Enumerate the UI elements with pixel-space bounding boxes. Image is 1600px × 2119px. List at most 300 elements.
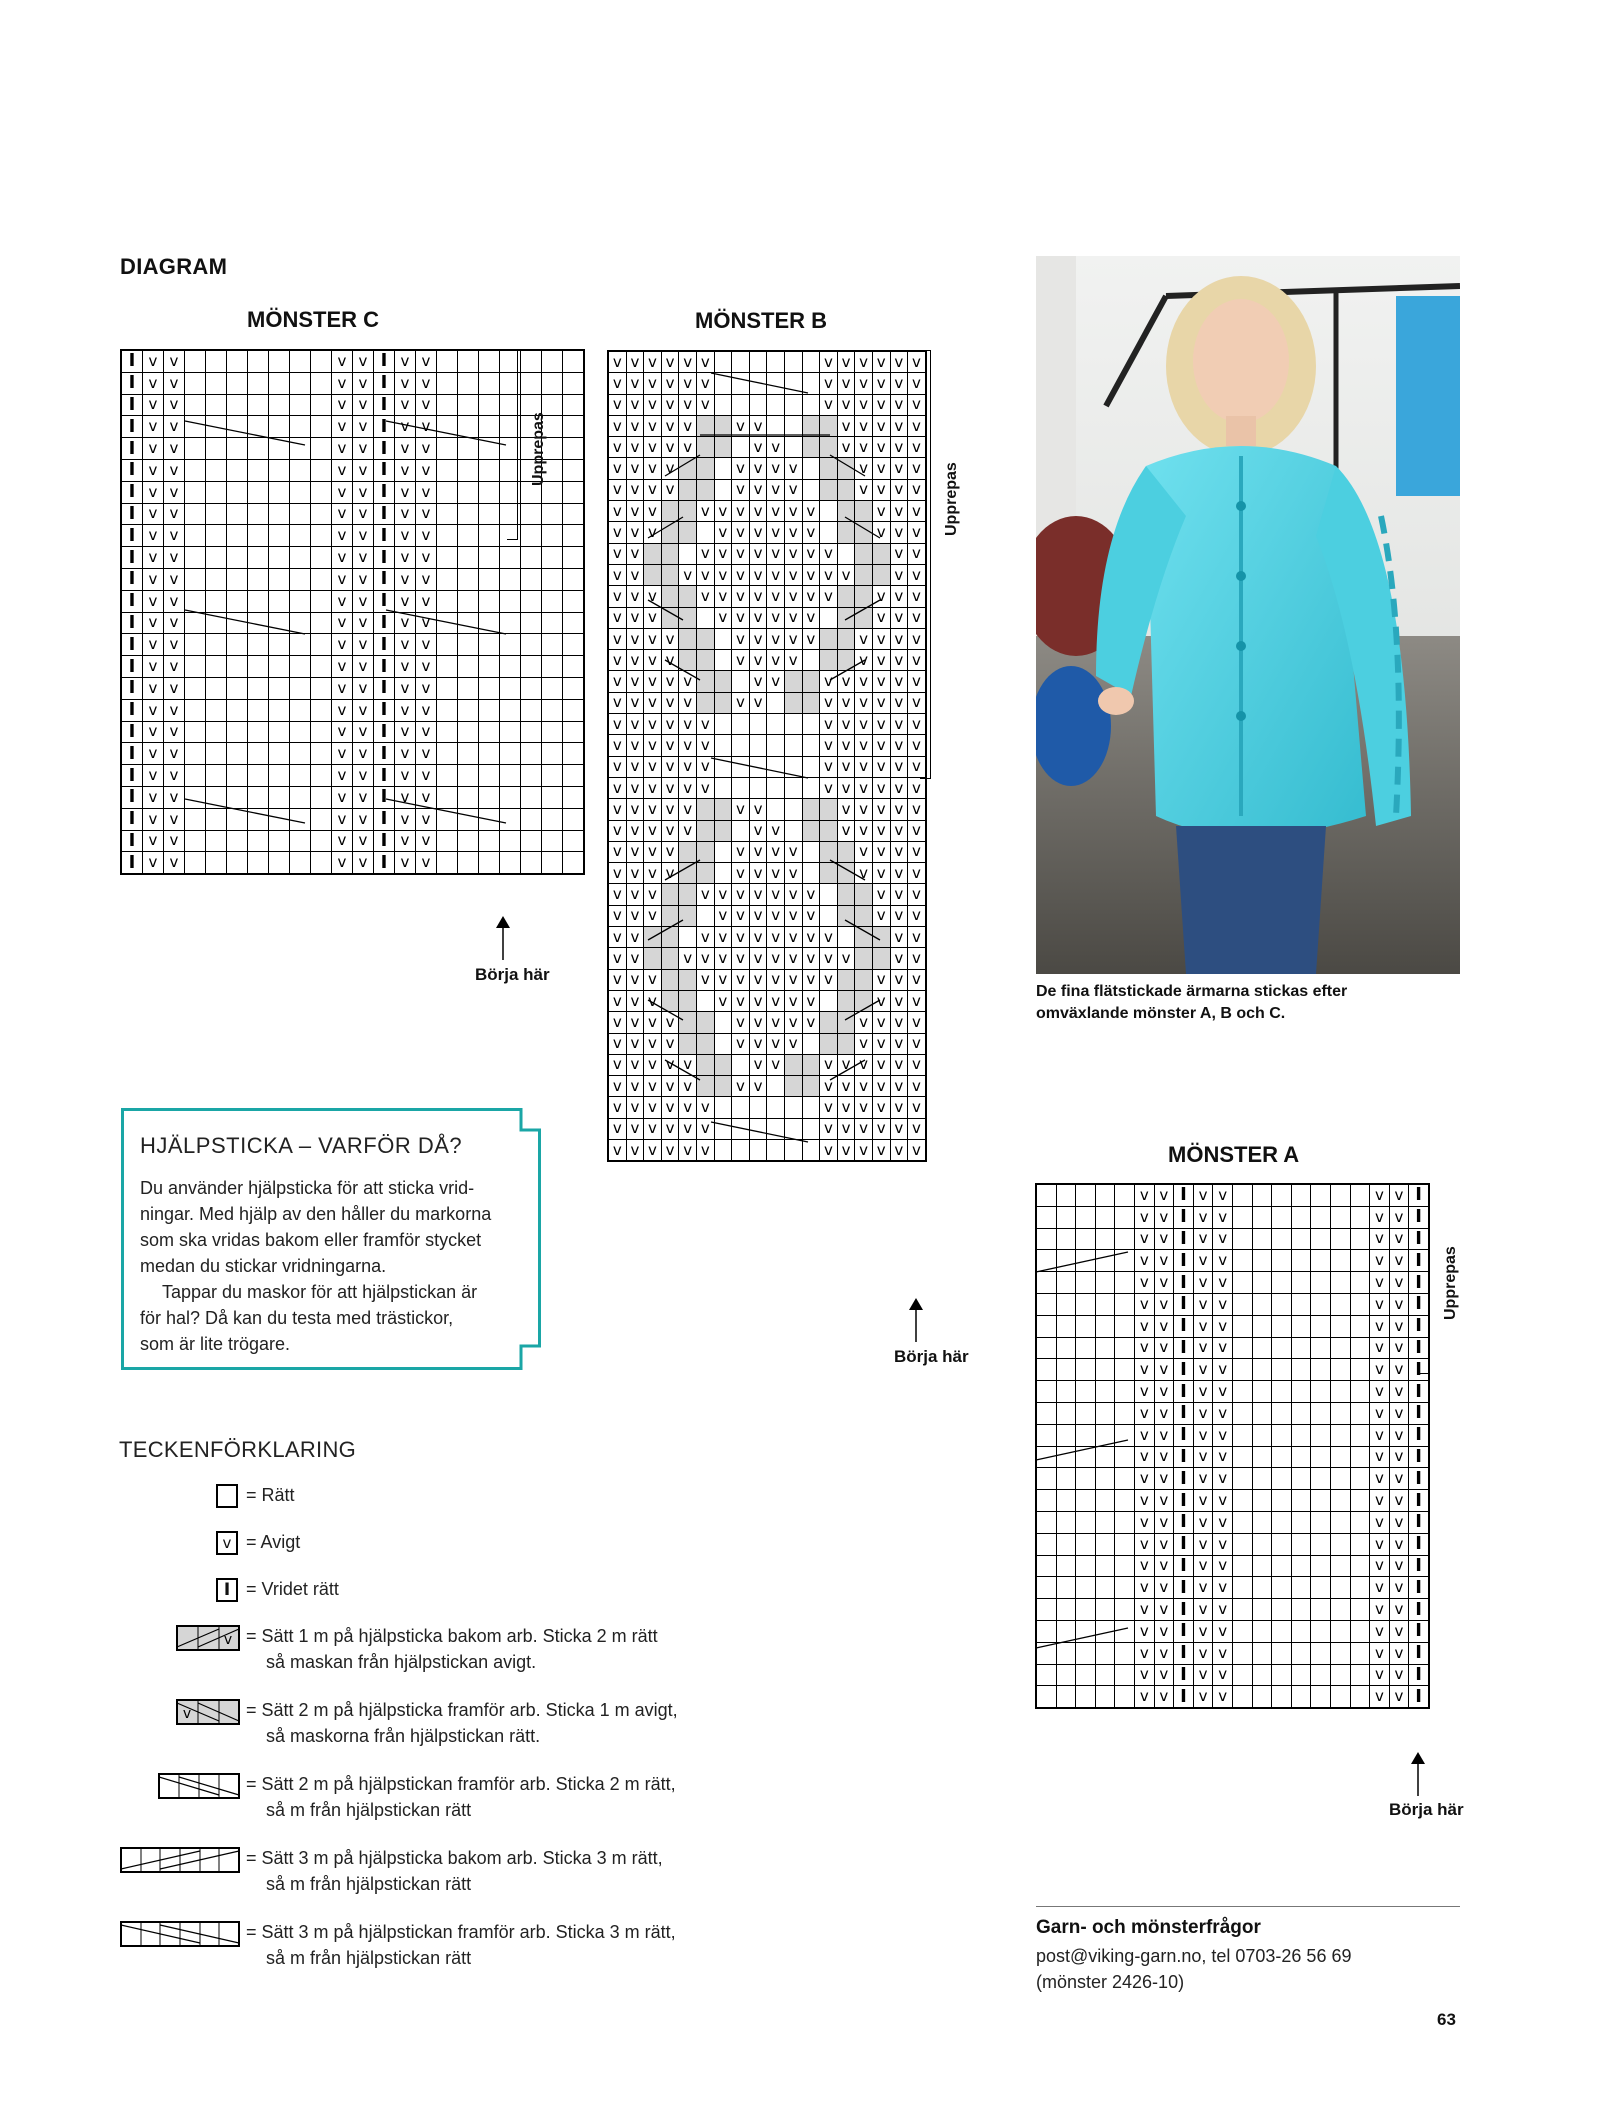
knit-stitch: [458, 591, 478, 612]
purl-stitch: v: [395, 547, 415, 568]
knit-stitch: [479, 809, 499, 830]
twisted-knit-stitch: I: [122, 678, 142, 699]
purl-stitch: v: [873, 480, 890, 500]
knit-stitch: [750, 395, 767, 415]
knit-stitch: [1037, 1534, 1056, 1555]
knit-stitch: [248, 416, 268, 437]
twisted-knit-stitch: I: [122, 787, 142, 808]
knit-stitch: [803, 480, 820, 500]
knit-stitch: [185, 765, 205, 786]
purl-stitch: v: [353, 504, 373, 525]
purl-stitch: v: [785, 480, 802, 500]
knit-stitch: [1037, 1643, 1056, 1664]
legend-text: = Sätt 2 m på hjälpsticka framför arb. Sticka 1 m avigt,: [246, 1700, 678, 1720]
knit-stitch: [1076, 1556, 1095, 1577]
purl-stitch: v: [1155, 1577, 1174, 1598]
knit-stitch: [479, 504, 499, 525]
knit-stitch: [1272, 1577, 1291, 1598]
purl-stitch: v: [395, 591, 415, 612]
twisted-knit-stitch: I: [1174, 1447, 1193, 1468]
purl-stitch: v: [164, 678, 184, 699]
info-line: Du använder hjälpsticka för att sticka vrid-: [140, 1178, 475, 1198]
knit-stitch: [1233, 1534, 1252, 1555]
purl-stitch: v: [1155, 1229, 1174, 1250]
purl-stitch: v: [332, 722, 352, 743]
info-line: medan du stickar vridningarna.: [140, 1256, 387, 1276]
purl-stitch: v: [1390, 1338, 1409, 1359]
purl-stitch: v: [1370, 1599, 1389, 1620]
knit-stitch: [206, 722, 226, 743]
knit-stitch: [1292, 1447, 1311, 1468]
purl-stitch: v: [873, 629, 890, 649]
knit-stitch: [458, 700, 478, 721]
knit-stitch: [715, 735, 732, 755]
knit-stitch: [479, 351, 499, 372]
monster-b-title: MÖNSTER B: [695, 308, 827, 333]
knit-stitch: [206, 482, 226, 503]
purl-stitch: v: [416, 351, 436, 372]
purl-stitch: v: [1370, 1381, 1389, 1402]
knit-stitch: [269, 504, 289, 525]
purl-stitch: v: [332, 678, 352, 699]
purl-stitch: v: [820, 1140, 837, 1160]
purl-stitch: v: [644, 1119, 661, 1139]
purl-stitch: v: [609, 991, 626, 1011]
knit-stitch: [1233, 1425, 1252, 1446]
purl-stitch: v: [679, 352, 696, 372]
knit-stitch: [500, 591, 520, 612]
purl-stitch: v: [679, 714, 696, 734]
knit-stitch: [1272, 1207, 1291, 1228]
model-photo: [1036, 256, 1460, 974]
purl-stitch: v: [644, 799, 661, 819]
knit-stitch: [1037, 1577, 1056, 1598]
knit-stitch: [1037, 1250, 1056, 1271]
purl-stitch: v: [838, 1055, 855, 1075]
purl-stitch: v: [1370, 1229, 1389, 1250]
purl-stitch: v: [679, 757, 696, 777]
knit-stitch: [521, 547, 541, 568]
purl-stitch: v: [873, 970, 890, 990]
legend-item: [246, 1576, 339, 1602]
knit-stitch: [1253, 1425, 1272, 1446]
purl-stitch: v: [416, 373, 436, 394]
purl-stitch: v: [855, 1034, 872, 1054]
purl-stitch: v: [855, 735, 872, 755]
twisted-knit-stitch: I: [1174, 1686, 1193, 1707]
purl-stitch: v: [908, 629, 925, 649]
twisted-knit-stitch: I: [374, 656, 394, 677]
purl-stitch: v: [416, 678, 436, 699]
twisted-knit-stitch: I: [374, 787, 394, 808]
purl-stitch: v: [855, 373, 872, 393]
purl-stitch: v: [873, 991, 890, 1011]
purl-stitch: v: [164, 525, 184, 546]
purl-stitch: v: [395, 787, 415, 808]
knit-stitch: [500, 831, 520, 852]
purl-stitch: v: [785, 1034, 802, 1054]
knit-stitch: [248, 438, 268, 459]
purl-stitch: v: [891, 395, 908, 415]
purl-stitch: v: [353, 569, 373, 590]
purl-stitch: v: [697, 735, 714, 755]
purl-stitch: v: [908, 565, 925, 585]
twisted-knit-stitch: I: [1409, 1403, 1428, 1424]
twisted-knit-stitch: I: [122, 809, 142, 830]
knit-stitch: [248, 504, 268, 525]
purl-stitch: v: [1135, 1468, 1154, 1489]
knit-stitch: [1292, 1665, 1311, 1686]
purl-stitch: v: [820, 352, 837, 372]
knit-stitch: [1253, 1577, 1272, 1598]
purl-stitch: v: [908, 799, 925, 819]
knit-stitch: [1096, 1534, 1115, 1555]
knit-stitch: [1233, 1294, 1252, 1315]
purl-stitch: v: [891, 948, 908, 968]
purl-stitch: v: [838, 1140, 855, 1160]
knit-stitch: [248, 525, 268, 546]
purl-stitch: v: [627, 714, 644, 734]
knit-stitch: [227, 765, 247, 786]
knit-stitch: [1037, 1272, 1056, 1293]
knit-stitch: [803, 671, 820, 691]
purl-stitch: v: [644, 1076, 661, 1096]
knit-stitch: [820, 906, 837, 926]
knit-stitch: [855, 608, 872, 628]
knit-stitch: [290, 547, 310, 568]
knit-stitch: [1115, 1403, 1134, 1424]
purl-stitch: v: [750, 1034, 767, 1054]
cable-2-front-symbol: [158, 1773, 240, 1799]
knit-stitch: [290, 722, 310, 743]
purl-stitch: v: [873, 416, 890, 436]
purl-stitch: v: [1390, 1447, 1409, 1468]
purl-stitch: v: [785, 608, 802, 628]
knit-stitch: [269, 722, 289, 743]
knit-stitch: [1115, 1512, 1134, 1533]
knit-stitch: [1115, 1359, 1134, 1380]
knit-stitch: [521, 373, 541, 394]
purl-stitch: v: [891, 650, 908, 670]
knit-stitch: [855, 970, 872, 990]
knit-stitch: [1057, 1359, 1076, 1380]
purl-stitch: v: [908, 586, 925, 606]
knit-stitch: [1057, 1490, 1076, 1511]
purl-stitch: v: [767, 842, 784, 862]
knit-stitch: [1076, 1490, 1095, 1511]
knit-stitch: [521, 351, 541, 372]
knit-stitch: [803, 650, 820, 670]
knit-stitch: [679, 586, 696, 606]
purl-stitch: v: [609, 352, 626, 372]
purl-stitch: v: [785, 906, 802, 926]
knit-stitch: [521, 743, 541, 764]
knit-stitch: [785, 735, 802, 755]
purl-stitch: v: [395, 395, 415, 416]
knit-stitch: [248, 634, 268, 655]
knit-stitch: [1096, 1512, 1115, 1533]
knit-stitch: [1331, 1447, 1350, 1468]
knit-stitch: [227, 569, 247, 590]
purl-stitch: v: [395, 438, 415, 459]
twisted-knit-stitch: I: [1409, 1621, 1428, 1642]
knit-stitch: [1233, 1316, 1252, 1337]
svg-text:v: v: [182, 1706, 192, 1722]
knit-stitch: [1115, 1621, 1134, 1642]
knit-stitch: [1037, 1621, 1056, 1642]
purl-stitch: v: [416, 547, 436, 568]
purl-stitch: v: [891, 884, 908, 904]
purl-stitch: v: [627, 927, 644, 947]
purl-stitch: v: [164, 700, 184, 721]
knit-stitch: [803, 821, 820, 841]
knit-stitch: [1272, 1599, 1291, 1620]
purl-stitch: v: [732, 544, 749, 564]
knit-stitch: [715, 1119, 732, 1139]
purl-stitch: v: [1135, 1207, 1154, 1228]
knit-stitch: [1233, 1250, 1252, 1271]
twisted-knit-stitch: I: [374, 700, 394, 721]
purl-stitch: v: [908, 863, 925, 883]
purl-stitch: v: [750, 608, 767, 628]
knit-stitch: [290, 482, 310, 503]
knit-stitch: [1351, 1621, 1370, 1642]
knit-stitch: [785, 693, 802, 713]
knit-stitch: [838, 608, 855, 628]
purl-stitch: v: [873, 757, 890, 777]
knit-stitch: [269, 373, 289, 394]
purl-stitch: v: [627, 821, 644, 841]
knit-stitch: [767, 352, 784, 372]
start-label-a: Börja här: [1389, 1800, 1464, 1819]
purl-stitch: v: [891, 1140, 908, 1160]
chart-monster-b: [607, 350, 927, 1162]
purl-stitch: v: [908, 416, 925, 436]
knit-stitch: [1311, 1207, 1330, 1228]
knit-stitch: [803, 863, 820, 883]
purl-stitch: v: [855, 821, 872, 841]
purl-stitch: v: [332, 831, 352, 852]
knit-stitch: [1351, 1316, 1370, 1337]
purl-stitch: v: [891, 1097, 908, 1117]
purl-stitch: v: [1135, 1316, 1154, 1337]
purl-stitch: v: [1213, 1447, 1232, 1468]
knit-stitch: [820, 1012, 837, 1032]
knit-stitch: [290, 504, 310, 525]
knit-stitch: [563, 482, 583, 503]
knit-stitch: [227, 634, 247, 655]
knit-stitch: [732, 735, 749, 755]
knit-stitch: [437, 722, 457, 743]
purl-stitch: v: [820, 778, 837, 798]
purl-stitch: v: [1390, 1556, 1409, 1577]
purl-stitch: v: [873, 1055, 890, 1075]
knit-stitch: [679, 522, 696, 542]
knit-stitch: [563, 809, 583, 830]
knit-stitch: [838, 480, 855, 500]
twisted-knit-stitch: I: [122, 395, 142, 416]
purl-stitch: v: [767, 650, 784, 670]
knit-stitch: [185, 438, 205, 459]
knit-stitch: [715, 1076, 732, 1096]
knit-stitch: [1233, 1447, 1252, 1468]
knit-stitch: [269, 700, 289, 721]
purl-stitch: v: [627, 778, 644, 798]
knit-stitch: [1057, 1403, 1076, 1424]
purl-stitch: v: [644, 714, 661, 734]
knit-symbol: [216, 1484, 238, 1508]
knit-stitch: [185, 525, 205, 546]
purl-stitch: v: [164, 613, 184, 634]
knit-stitch: [820, 799, 837, 819]
purl-stitch: v: [1370, 1316, 1389, 1337]
knit-stitch: [1037, 1229, 1056, 1250]
purl-stitch: v: [750, 991, 767, 1011]
purl-stitch: v: [838, 671, 855, 691]
purl-stitch: v: [891, 714, 908, 734]
purl-stitch: v: [644, 991, 661, 1011]
purl-stitch: v: [1135, 1643, 1154, 1664]
twisted-knit-stitch: I: [374, 809, 394, 830]
knit-stitch: [1272, 1229, 1291, 1250]
knit-stitch: [1096, 1338, 1115, 1359]
knit-stitch: [1351, 1468, 1370, 1489]
purl-stitch: v: [1390, 1272, 1409, 1293]
cable-3-back-symbol: [120, 1847, 240, 1873]
knit-stitch: [1057, 1250, 1076, 1271]
knit-stitch: [715, 671, 732, 691]
knit-stitch: [521, 765, 541, 786]
knit-stitch: [715, 416, 732, 436]
knit-stitch: [1057, 1556, 1076, 1577]
purl-stitch: v: [662, 1119, 679, 1139]
knit-stitch: [1253, 1686, 1272, 1707]
purl-stitch: v: [1135, 1534, 1154, 1555]
knit-stitch: [1311, 1468, 1330, 1489]
purl-stitch: v: [1135, 1512, 1154, 1533]
knit-stitch: [1253, 1272, 1272, 1293]
purl-stitch: v: [855, 1119, 872, 1139]
knit-stitch: [248, 743, 268, 764]
knit-stitch: [803, 693, 820, 713]
purl-stitch: v: [891, 373, 908, 393]
knit-stitch: [290, 613, 310, 634]
purl-stitch: v: [627, 799, 644, 819]
legend-item: [246, 1771, 676, 1823]
purl-stitch: v: [855, 1097, 872, 1117]
purl-stitch: v: [1213, 1686, 1232, 1707]
purl-stitch: v: [662, 416, 679, 436]
twisted-knit-stitch: I: [1409, 1207, 1428, 1228]
purl-stitch: v: [767, 970, 784, 990]
purl-stitch: v: [1213, 1294, 1232, 1315]
knit-stitch: [1057, 1381, 1076, 1402]
knit-stitch: [269, 852, 289, 873]
knit-stitch: [311, 591, 331, 612]
purl-stitch: v: [644, 650, 661, 670]
purl-stitch: v: [908, 544, 925, 564]
purl-stitch: v: [732, 650, 749, 670]
purl-stitch: v: [1155, 1621, 1174, 1642]
purl-stitch: v: [627, 1034, 644, 1054]
purl-stitch: v: [164, 743, 184, 764]
purl-stitch: v: [820, 1055, 837, 1075]
purl-stitch: v: [353, 700, 373, 721]
purl-stitch: v: [873, 586, 890, 606]
purl-stitch: v: [785, 629, 802, 649]
knit-stitch: [1311, 1229, 1330, 1250]
twisted-knit-stitch: I: [122, 525, 142, 546]
purl-stitch: v: [332, 743, 352, 764]
twisted-knit-stitch: I: [122, 831, 142, 852]
purl-stitch: v: [750, 799, 767, 819]
purl-stitch: v: [1390, 1490, 1409, 1511]
knit-stitch: [1076, 1534, 1095, 1555]
knit-stitch: [206, 504, 226, 525]
purl-stitch: v: [353, 482, 373, 503]
purl-stitch: v: [1370, 1272, 1389, 1293]
knit-stitch: [838, 884, 855, 904]
knit-stitch: [1351, 1207, 1370, 1228]
knit-stitch: [1076, 1229, 1095, 1250]
knit-stitch: [750, 1140, 767, 1160]
knit-stitch: [697, 437, 714, 457]
knit-stitch: [715, 821, 732, 841]
repeat-label-b: Upprepas: [943, 462, 960, 536]
purl-stitch: v: [353, 831, 373, 852]
knit-stitch: [1115, 1272, 1134, 1293]
knit-stitch: [1351, 1425, 1370, 1446]
purl-stitch: v: [395, 634, 415, 655]
knit-stitch: [227, 831, 247, 852]
knit-stitch: [563, 831, 583, 852]
knit-stitch: [803, 735, 820, 755]
purl-stitch: v: [609, 735, 626, 755]
knit-stitch: [785, 714, 802, 734]
purl-stitch: v: [1155, 1490, 1174, 1511]
purl-stitch: v: [627, 352, 644, 372]
knit-stitch: [563, 852, 583, 873]
knit-stitch: [437, 743, 457, 764]
purl-stitch: v: [332, 656, 352, 677]
knit-stitch: [838, 629, 855, 649]
knit-stitch: [500, 743, 520, 764]
purl-stitch: v: [143, 700, 163, 721]
knit-stitch: [185, 743, 205, 764]
knit-stitch: [1096, 1403, 1115, 1424]
purl-stitch: v: [1194, 1272, 1213, 1293]
knit-stitch: [1096, 1447, 1115, 1468]
knit-stitch: [732, 373, 749, 393]
twisted-knit-stitch: I: [122, 765, 142, 786]
knit-stitch: [697, 480, 714, 500]
knit-stitch: [1292, 1207, 1311, 1228]
knit-stitch: [1037, 1425, 1056, 1446]
legend-text: = Sätt 1 m på hjälpsticka bakom arb. Sticka 2 m rätt: [246, 1626, 658, 1646]
purl-stitch: v: [838, 735, 855, 755]
purl-stitch: v: [873, 714, 890, 734]
knit-stitch: [785, 437, 802, 457]
legend-item: [246, 1482, 295, 1508]
purl-stitch: v: [820, 1076, 837, 1096]
knit-stitch: [820, 650, 837, 670]
knit-stitch: [311, 547, 331, 568]
knit-stitch: [269, 809, 289, 830]
purl-stitch: v: [644, 416, 661, 436]
knit-stitch: [185, 351, 205, 372]
purl-stitch: v: [873, 437, 890, 457]
knit-stitch: [458, 504, 478, 525]
